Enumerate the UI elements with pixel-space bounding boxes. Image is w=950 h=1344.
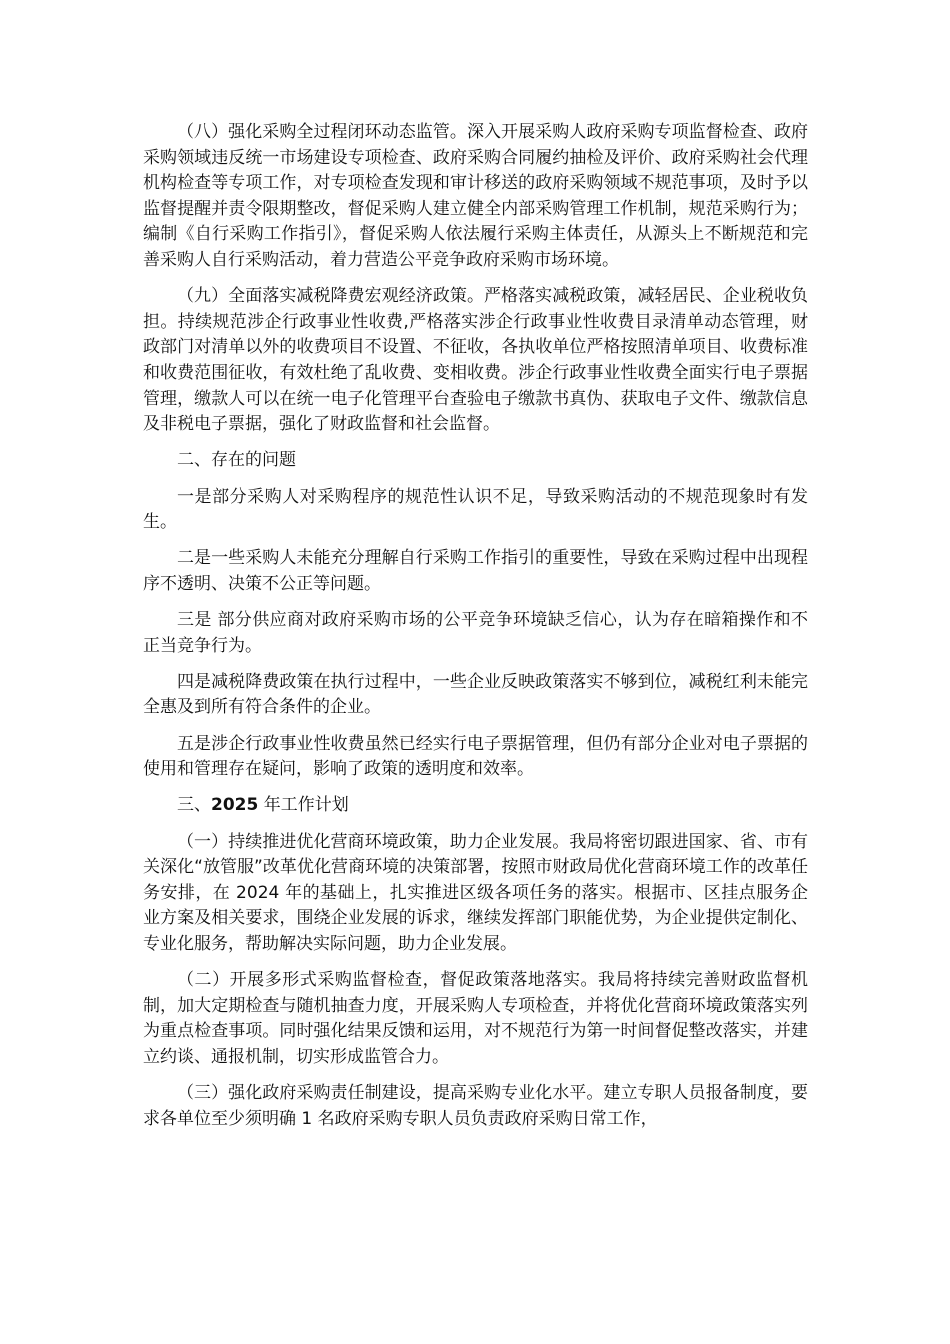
plan-item-1: （一）持续推进优化营商环境政策，助力企业发展。我局将密切跟进国家、省、市有关深化“放管服”改革优化营商环境的决策部署，按照市财政局优化营商环境工作的改革任务安排，在 2024 年的基础上，扎实推进区级各项任务的落实。根据市、区挂点服务企业方案及相关要求，围绕企业发展的诉求，继续发挥部门职能优势，为企业提供定制化、专业化服务，帮助解决实际问题，助力企业发展。 — [143, 831, 808, 954]
document-page — [143, 120, 808, 1143]
problem-item-5: 五是涉企行政事业性收费虽然已经实行电子票据管理，但仍有部分企业对电子票据的使用和管理存在疑问，影响了政策的透明度和效率。 — [143, 733, 808, 780]
problem-item-4: 四是减税降费政策在执行过程中，一些企业反映政策落实不够到位，减税红利未能完全惠及到所有符合条件的企业。 — [143, 671, 808, 718]
section-3-heading-year: 2025 — [211, 795, 259, 816]
section-3-heading-suffix: 年工作计划 — [263, 795, 349, 816]
problem-item-2: 二是一些采购人未能充分理解自行采购工作指引的重要性，导致在采购过程中出现程序不透明、决策不公正等问题。 — [143, 548, 808, 594]
problem-item-1: 一是部分采购人对采购程序的规范性认识不足，导致采购活动的不规范现象时有发生。 — [143, 486, 808, 533]
section-3-heading-prefix: 三、 — [177, 795, 211, 816]
section-3-heading — [143, 793, 808, 819]
plan-item-3: （三）强化政府采购责任制建设，提高采购专业化水平。建立专职人员报备制度，要求各单位至少须明确 1 名政府采购专职人员负责政府采购日常工作， — [143, 1083, 808, 1129]
section-2-heading: 二、存在的问题 — [177, 450, 296, 471]
problem-item-3: 三是 部分供应商对政府采购市场的公平竞争环境缺乏信心，认为存在暗箱操作和不正当竞争行为。 — [143, 610, 808, 656]
paragraph-8: （八）强化采购全过程闭环动态监管。深入开展采购人政府采购专项监督检查、政府采购领域违反统一市场建设专项检查、政府采购合同履约抽检及评价、政府采购社会代理机构检查等专项工作，对专项检查发现和审计移送的政府采购领域不规范事项，及时予以监督提醒并责令限期整改，督促采购人建立健全内部采购管理工作机制，规范采购行为；编制《自行采购工作指引》，督促采购人依法履行采购主体责任，从源头上不断规范和完善采购人自行采购活动，着力营造公平竞争政府采购市场环境。 — [143, 122, 808, 270]
paragraph-9: （九）全面落实减税降费宏观经济政策。严格落实减税政策，减轻居民、企业税收负担。持续规范涉企行政事业性收费,严格落实涉企行政事业性收费目录清单动态管理，财政部门对清单以外的收费项目不设置、不征收，各执收单位严格按照清单项目、收费标准和收费范围征收，有效杜绝了乱收费、变相收费。涉企行政事业性收费全面实行电子票据管理，缴款人可以在统一电子化管理平台查验电子缴款书真伪、获取电子文件、缴款信息及非税电子票据，强化了财政监督和社会监督。 — [143, 286, 808, 435]
plan-item-2: （二）开展多形式采购监督检查，督促政策落地落实。我局将持续完善财政监督机制，加大定期检查与随机抽查力度，开展采购人专项检查，并将优化营商环境政策落实列为重点检查事项。同时强化结果反馈和运用，对不规范行为第一时间督促整改落实，并建立约谈、通报机制，切实形成监管合力。 — [143, 970, 808, 1067]
